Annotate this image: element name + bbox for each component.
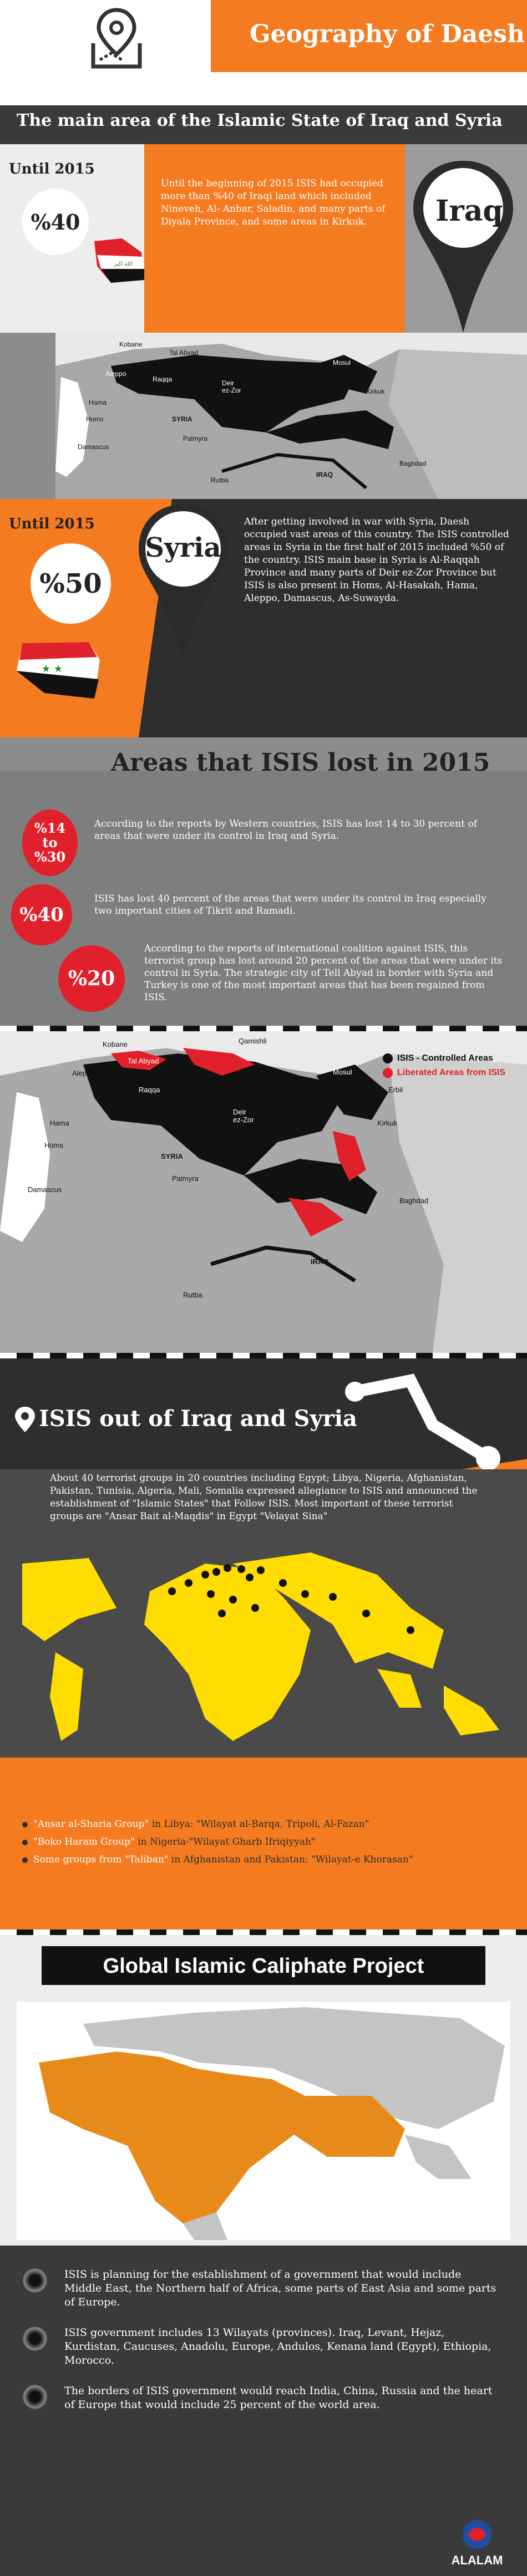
list-item: [22, 1836, 505, 1847]
areas-lost-title: Areas that ISIS lost in 2015: [111, 749, 490, 777]
svg-text:Rutba: Rutba: [211, 476, 229, 484]
bullet-dot: [22, 1857, 28, 1863]
legend-liberated-label: Liberated Areas from ISIS: [397, 1068, 506, 1077]
syria-pin-icon: [133, 499, 233, 665]
svg-text:Palmyra: Palmyra: [183, 435, 208, 442]
outside-intro: About 40 terrorist groups in 20 countries including Egypt; Libya, Nigeria, Afghanistan, Pakistan, Tunisia, Algeria, Mali, Somalia expressed allegiance to ISIS and announced the establishment of "Islamic States" that Follow ISIS. Most important of these terrorist groups are "Ansar Bait al-Maqdis" in Egypt "Velayat Sina": [50, 1473, 478, 1522]
svg-text:Kobane: Kobane: [119, 340, 143, 348]
alalam-logo-text: ALALAM: [451, 2553, 503, 2567]
caliphate-map: [17, 2002, 510, 2240]
syria-map-flag-icon: [11, 638, 105, 704]
legend-liberated-swatch: [383, 1068, 393, 1078]
lost-badge-1-mid: to: [42, 834, 58, 851]
svg-text:Hama: Hama: [89, 399, 107, 406]
svg-text:Aleppo: Aleppo: [105, 370, 126, 378]
svg-text:Palmyra: Palmyra: [172, 1174, 199, 1183]
legend-controlled-label: ISIS - Controlled Areas: [397, 1053, 493, 1063]
bullet-2-rest: in Nigeria-"Wilayat Gharb Ifriqiyyah": [134, 1836, 316, 1847]
bullet-1-group: "Ansar al-Sharia Group": [33, 1819, 149, 1830]
svg-text:Raqqa: Raqqa: [153, 375, 173, 383]
svg-text:Kirkuk: Kirkuk: [366, 388, 385, 395]
svg-text:Kirkuk: Kirkuk: [377, 1119, 398, 1127]
location-pin-icon: [14, 1406, 36, 1433]
list-item: [22, 1854, 505, 1865]
caliphate-point-1: ISIS is planning for the establishment of a government that would include Middle East, the Northern half of Africa, some parts of East Asia and some parts of Europe.: [64, 2268, 496, 2308]
caliphate-title: Global Islamic Caliphate Project: [103, 1954, 424, 1978]
syria-percent-badge: %50: [31, 543, 111, 624]
map2-section: [0, 1031, 527, 1353]
bullet-2-group: "Boko Haram Group": [33, 1836, 135, 1847]
svg-text:Aleppo: Aleppo: [72, 1069, 95, 1077]
svg-text:Deir: Deir: [222, 379, 235, 387]
caliphate-point-2: ISIS government includes 13 Wilayats (provinces). Iraq, Levant, Hejaz, Kurdistan, Caucuses, Anadolu, Europe, Andulos, Kenana land (Egypt), Ethiopia, Morocco.: [64, 2326, 491, 2366]
svg-text:Kobane: Kobane: [103, 1040, 128, 1048]
iraq-percent-badge: %40: [22, 189, 89, 255]
page-title: Geography of Daesh: [250, 20, 525, 48]
bullet-3-rest: in Afghanistan and Pakistan: "Wilayat-e Khorasan": [168, 1854, 413, 1865]
iraq-pin-label: Iraq: [435, 194, 503, 228]
world-map-groups: [22, 1541, 510, 1752]
list-item: [22, 2326, 499, 2368]
list-item: [22, 2384, 499, 2412]
page-subtitle: The main area of the Islamic State of Iraq and Syria: [17, 111, 503, 130]
caliphate-point-3: The borders of ISIS government would reach India, China, Russia and the heart of Europe that would include 25 percent of the world area.: [64, 2385, 493, 2411]
header-section: [0, 0, 527, 130]
dashed-divider-1: [0, 1026, 527, 1031]
iraq-description: Until the beginning of 2015 ISIS had occupied more than %40 of Iraqi land which included Nineveh, Al- Anbar, Saladin, and many parts of Diyala Province, and some areas in Kirkuk.: [161, 178, 386, 227]
syria-period: Until 2015: [9, 516, 95, 532]
dashed-divider-2: [0, 1353, 527, 1358]
svg-text:IRAQ: IRAQ: [316, 471, 333, 478]
outside-section: [0, 1358, 527, 1930]
svg-text:Homs: Homs: [44, 1141, 63, 1149]
svg-text:ez-Zor: ez-Zor: [222, 386, 241, 394]
bullet-hole-icon: [22, 2384, 48, 2410]
lost-badge-1-bot: %30: [34, 849, 66, 865]
svg-text:★ ★: ★ ★: [42, 663, 63, 675]
legend-controlled-swatch: [383, 1053, 393, 1063]
svg-text:Mosul: Mosul: [333, 1068, 352, 1076]
svg-text:ez-Zor: ez-Zor: [233, 1116, 254, 1124]
iraq-text-panel: [144, 144, 405, 333]
lost-text-3: According to the reports of international coalition against ISIS, this terrorist group has lost around 20 percent of the areas that were under its control in Syria. The strategic city of Tell Abyad in border with Syria and Turkey is one of the most important areas that has been regained from ISIS.: [144, 943, 503, 1003]
svg-text:Baghdad: Baghdad: [399, 460, 427, 467]
outside-title: ISIS out of Iraq and Syria: [39, 1406, 357, 1432]
syria-pin-label: Syria: [145, 532, 221, 563]
bullet-3-group: Some groups from "Taliban": [33, 1854, 169, 1865]
map-isis-areas-2015: [55, 333, 527, 499]
svg-text:Mosul: Mosul: [333, 359, 351, 366]
caliphate-points: [22, 2268, 499, 2412]
bullet-hole-icon: [22, 2268, 48, 2293]
map-liberated-areas: [0, 1031, 527, 1353]
svg-text:Erbil: Erbil: [388, 1086, 403, 1094]
svg-text:Tal Abyad: Tal Abyad: [128, 1057, 159, 1065]
bullet-dot: [22, 1822, 28, 1827]
caliphate-section: [0, 1935, 527, 2576]
iraq-section: [0, 144, 527, 499]
svg-text:Damascus: Damascus: [78, 443, 109, 451]
iraq-map-flag-icon: [89, 236, 150, 286]
lost-badge-1-top: %14: [34, 820, 66, 836]
svg-text:Baghdad: Baghdad: [399, 1197, 429, 1205]
lost-badge-3: %20: [58, 945, 125, 1012]
svg-text:الله اكبر: الله اكبر: [114, 261, 133, 267]
svg-text:Hama: Hama: [50, 1119, 69, 1127]
alalam-logo: [438, 2518, 516, 2568]
svg-text:Deir: Deir: [233, 1108, 246, 1116]
outside-bullets: [22, 1819, 505, 1865]
syria-section: [0, 499, 527, 737]
lost-badge-1: [22, 810, 78, 876]
iraq-period: Until 2015: [9, 161, 95, 177]
svg-text:Damascus: Damascus: [28, 1185, 62, 1194]
list-item: [22, 2268, 499, 2309]
svg-text:Qamishli: Qamishli: [239, 1037, 267, 1045]
bullet-dot: [22, 1840, 28, 1845]
svg-text:SYRIA: SYRIA: [161, 1152, 183, 1160]
dashed-divider-3: [0, 1930, 527, 1935]
iraq-pin-icon: [408, 155, 519, 338]
lost-badge-2: %40: [11, 884, 72, 945]
svg-text:Rutba: Rutba: [183, 1291, 202, 1299]
svg-text:Raqqa: Raqqa: [139, 1086, 160, 1094]
bullet-hole-icon: [22, 2326, 48, 2351]
lost-text-2: ISIS has lost 40 percent of the areas that were under its control in Iraq especially two important cities of Tikrit and Ramadi.: [94, 893, 487, 917]
svg-text:IRAQ: IRAQ: [311, 1258, 329, 1266]
svg-text:Homs: Homs: [86, 415, 104, 423]
list-item: [22, 1819, 505, 1830]
areas-lost-section: [0, 737, 527, 1026]
syria-description: After getting involved in war with Syria, Daesh occupied vast areas of this country. The ISIS controlled areas in Syria in the first half of 2015 included %50 of the country. ISIS main base in Syria is Al-Raqqah Province and many parts of Deir ez-Zor Province but ISIS is also present in Homs, Al-Hasakah, Hama, Aleppo, Damascus, As-Suwayda.: [244, 516, 509, 604]
map-pin-icon: [83, 4, 150, 71]
lost-text-1: According to the reports by Western countries, ISIS has lost 14 to 30 percent of areas that were under its control in Iraq and Syria.: [94, 818, 477, 842]
svg-text:Tal Abyad: Tal Abyad: [169, 349, 199, 357]
svg-text:SYRIA: SYRIA: [172, 415, 192, 423]
map2-legend: [383, 1053, 521, 1078]
bullet-1-rest: in Libya: "Wilayat al-Barqa, Tripoli, Al-Fazan": [149, 1819, 369, 1830]
alalam-logo-icon: [460, 2518, 494, 2551]
